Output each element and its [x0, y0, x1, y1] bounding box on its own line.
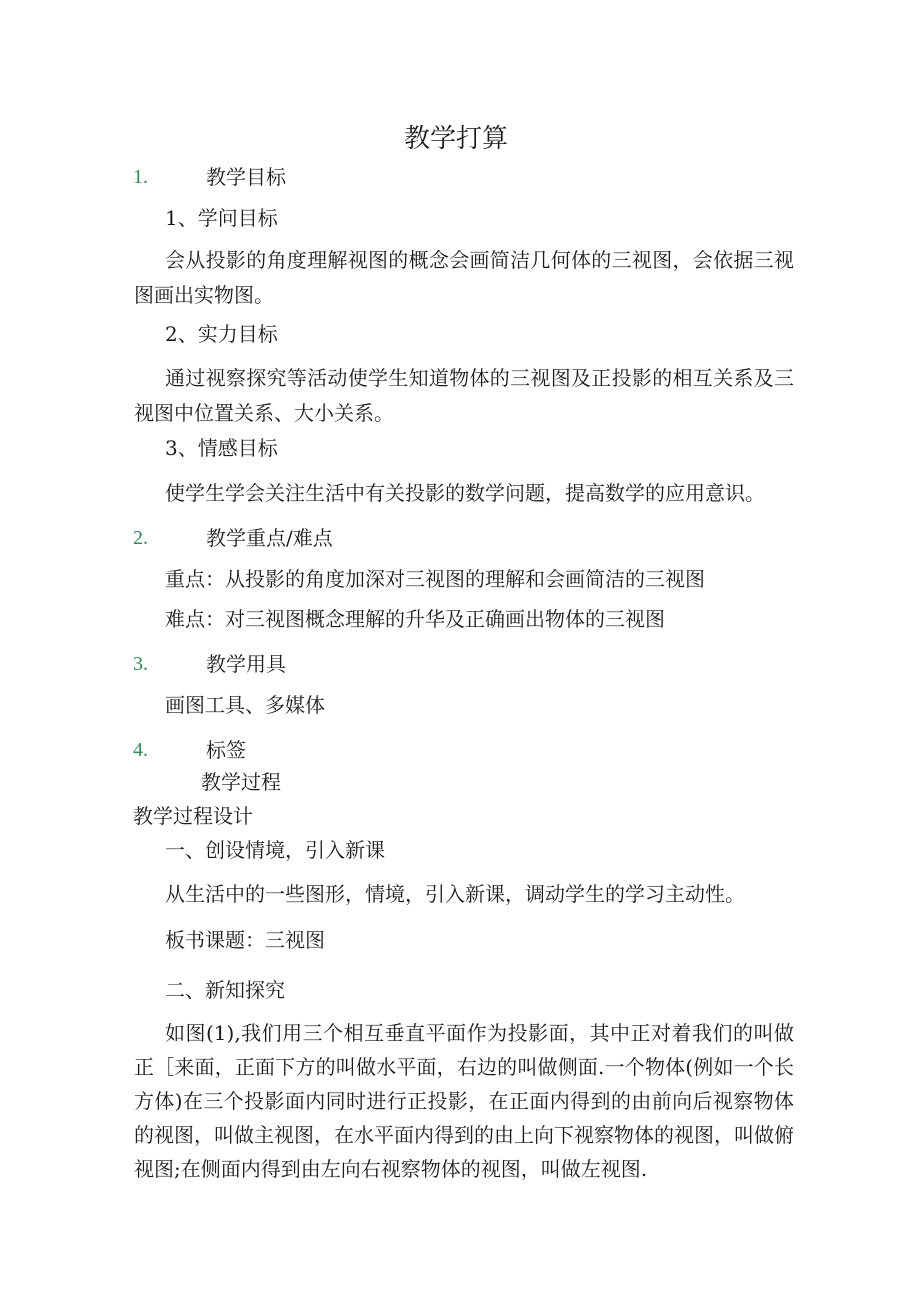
part-2-text: 如图(1),我们用三个相互垂直平面作为投影面，其中正对着我们的叫做正［来面，正面下方的叫做水平面，右边的叫做侧面.一个物体(例如一个长方体)在三个投影面内同时进行正投影，在正面内得到的由前向后视察物体的视图，叫做主视图，在水平面内得到的由上向下视察物体的视图，叫做俯视图;在侧面内得到由左向右视察物体的视图，叫做左视图. [134, 1021, 794, 1181]
section-4-number: 4. [133, 739, 148, 761]
section-2-number: 2. [133, 527, 148, 549]
part-2-heading: 二、新知探究 [165, 978, 285, 1002]
emotion-goal-text: 使学生学会关注生活中有关投影的数学问题，提高数学的应用意识。 [165, 481, 765, 505]
process-design-heading: 教学过程设计 [133, 804, 253, 828]
teaching-tools-text: 画图工具、多媒体 [165, 693, 325, 717]
section-3-number: 3. [133, 653, 148, 675]
process-heading: 教学过程 [201, 770, 281, 794]
part-1-board-title: 板书课题：三视图 [165, 928, 325, 952]
section-3-heading: 教学用具 [206, 652, 286, 676]
difficult-point-text: 难点：对三视图概念理解的升华及正确画出物体的三视图 [165, 607, 665, 631]
ability-goal-text: 通过视察探究等活动使学生知道物体的三视图及正投影的相互关系及三视图中位置关系、大小关系。 [134, 366, 794, 425]
subsection-ability-goal: 2、实力目标 [165, 322, 278, 346]
subsection-emotion-goal: 3、情感目标 [165, 436, 278, 460]
section-1-heading: 教学目标 [206, 165, 286, 189]
part-1-heading: 一、创设情境，引入新课 [165, 838, 385, 862]
page-title: 教学打算 [404, 124, 509, 154]
knowledge-goal-text: 会从投影的角度理解视图的概念会画简洁几何体的三视图，会依据三视图画出实物图。 [134, 248, 794, 307]
section-4-heading: 标签 [206, 738, 246, 762]
key-point-text: 重点：从投影的角度加深对三视图的理解和会画简洁的三视图 [165, 567, 705, 591]
section-1-number: 1. [133, 166, 148, 188]
part-1-text: 从生活中的一些图形，情境，引入新课，调动学生的学习主动性。 [165, 882, 745, 906]
section-2-heading: 教学重点/难点 [206, 526, 333, 550]
subsection-knowledge-goal: 1、学问目标 [165, 206, 278, 230]
